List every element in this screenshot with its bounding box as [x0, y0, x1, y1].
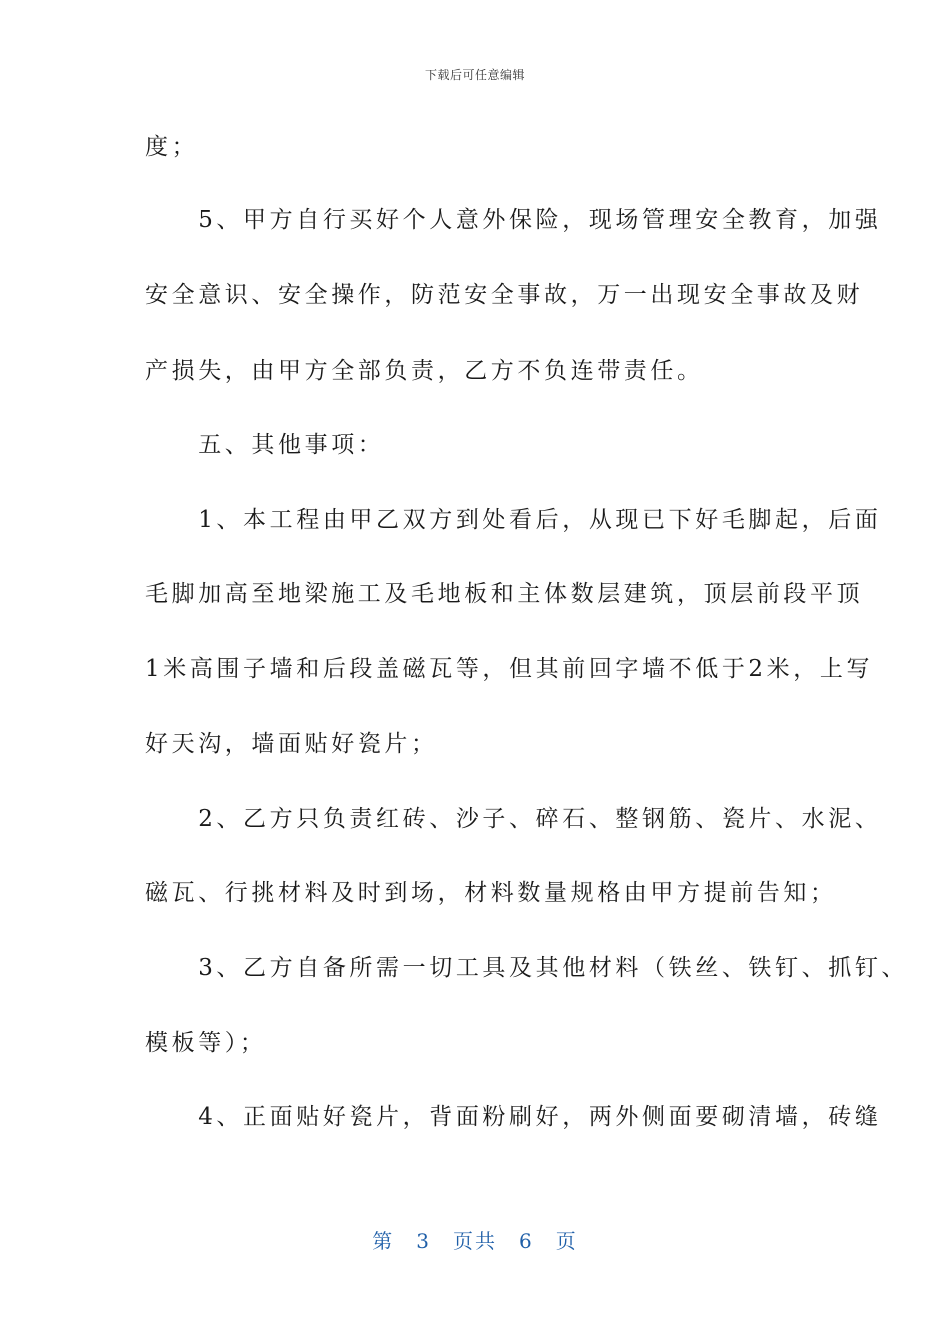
- text-line: 5、甲方自行买好个人意外保险，现场管理安全教育，加强: [145, 207, 882, 233]
- section-heading: 五、其他事项：: [145, 432, 385, 458]
- page-number: 第 3 页共 6 页: [372, 1229, 578, 1253]
- text-line: 产损失，由甲方全部负责，乙方不负连带责任。: [145, 358, 704, 384]
- text-line: 1米高围子墙和后段盖磁瓦等，但其前回字墙不低于2米，上写: [145, 656, 874, 682]
- text-line: 2、乙方只负责红砖、沙子、碎石、整钢筋、瓷片、水泥、: [145, 806, 882, 832]
- text-line: 磁瓦、行挑材料及时到场，材料数量规格由甲方提前告知；: [145, 880, 837, 906]
- text-line: 安全意识、安全操作，防范安全事故，万一出现安全事故及财: [145, 282, 864, 308]
- text-line: 3、乙方自备所需一切工具及其他材料（铁丝、铁钉、抓钉、: [145, 955, 909, 981]
- header-note: 下载后可任意编辑: [424, 68, 525, 82]
- text-line: 毛脚加高至地梁施工及毛地板和主体数层建筑，顶层前段平顶: [145, 581, 864, 607]
- text-line: 模板等）；: [145, 1030, 267, 1056]
- text-line: 度；: [145, 134, 199, 160]
- text-line: 4、正面贴好瓷片，背面粉刷好，两外侧面要砌清墙，砖缝: [145, 1104, 882, 1130]
- text-line: 1、本工程由甲乙双方到处看后，从现已下好毛脚起，后面: [145, 507, 882, 533]
- text-line: 好天沟，墙面贴好瓷片；: [145, 731, 438, 757]
